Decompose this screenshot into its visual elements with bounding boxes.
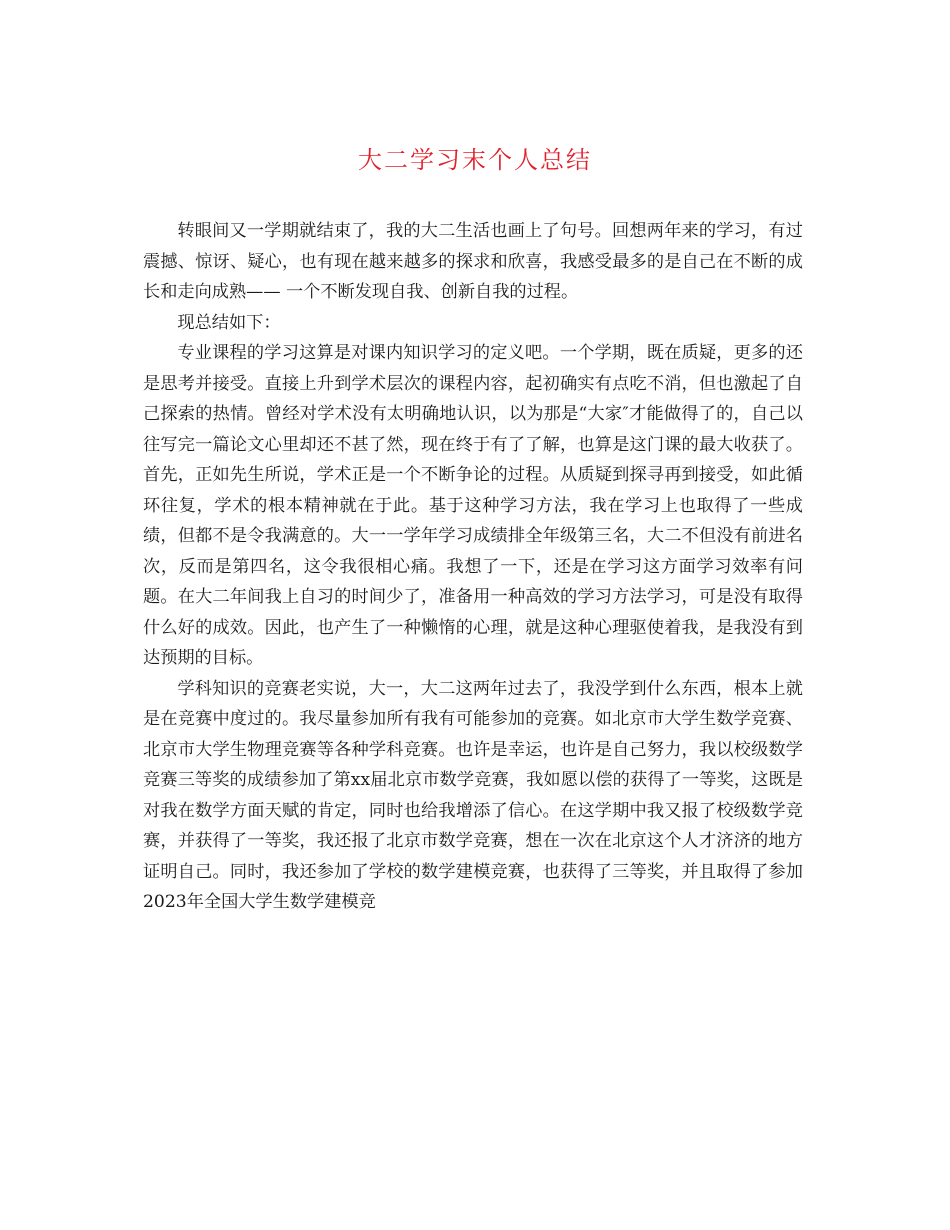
paragraph-courses: 专业课程的学习这算是对课内知识学习的定义吧。一个学期，既在质疑，更多的还是思考并接受。直接上升到学术层次的课程内容，起初确实有点吃不消，但也激起了自己探索的热情。曾经对学术没有太明确地认识，以为那是“大家″才能做得了的，自己以往写完一篇论文心里却还不甚了然，现在终于有了了解，也算是这门课的最大收获了。首先，正如先生所说，学术正是一个不断争论的过程。从质疑到探寻再到接受，如此循环往复，学术的根本精神就在于此。基于这种学习方法，我在学习上也取得了一些成绩，但都不是令我满意的。大一一学年学习成绩排全年级第三名，大二不但没有前进名次，反而是第四名，这令我很相心痛。我想了一下，还是在学习这方面学习效率有问题。在大二年间我上自习的时间少了，准备用一种高效的学习方法学习，可是没有取得什么好的成效。因此，也产生了一种懒惰的心理，就是这种心理驱使着我，是我没有到达预期的目标。 [143,343,803,668]
paragraph-summary-lead: 现总结如下： [177,312,281,333]
document-title: 大二学习末个人总结 [358,146,592,174]
paragraph-intro: 转眼间又一学期就结束了，我的大二生活也画上了句号。回想两年来的学习，有过震撼、惊讶、疑心，也有现在越来越多的探求和欣喜，我感受最多的是自己在不断的成长和走向成熟—— 一个不断发现自我、创新自我的过程。 [143,221,803,302]
paragraph-competitions: 学科知识的竞赛老实说，大一，大二这两年过去了，我没学到什么东西，根本上就是在竞赛中度过的。我尽量参加所有我有可能参加的竞赛。如北京市大学生数学竞赛、北京市大学生物理竞赛等各种学科竞赛。也许是幸运，也许是自己努力，我以校级数学竞赛三等奖的成绩参加了第xx届北京市数学竞赛，我如愿以偿的获得了一等奖，这既是对我在数学方面天赋的肯定，同时也给我增添了信心。在这学期中我又报了校级数学竞赛，并获得了一等奖，我还报了北京市数学竞赛，想在一次在北京这个人才济济的地方证明自己。同时，我还参加了学校的数学建模竞赛，也获得了三等奖，并且取得了参加2023年全国大学生数学建模竞 [143,678,803,912]
document-body [143,216,803,918]
